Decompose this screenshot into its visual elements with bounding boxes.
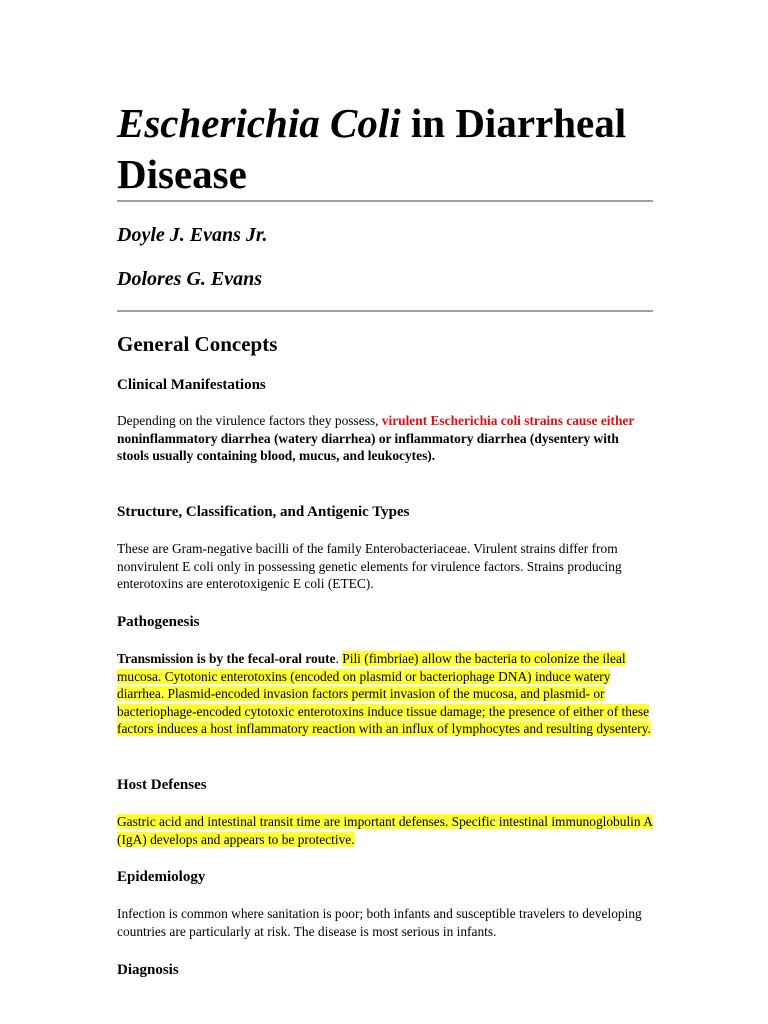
pathogenesis-bold: Transmission is by the fecal-oral route bbox=[117, 651, 336, 666]
structure-heading: Structure, Classification, and Antigenic Types bbox=[117, 504, 410, 520]
author-1: Doyle J. Evans Jr. bbox=[117, 224, 268, 246]
host-defenses-paragraph bbox=[117, 813, 653, 848]
title-italic: Escherichia Coli bbox=[117, 100, 401, 146]
epidemiology-heading: Epidemiology bbox=[117, 869, 206, 885]
pathogenesis-paragraph bbox=[117, 650, 653, 738]
clinical-heading: Clinical Manifestations bbox=[117, 377, 266, 393]
title-rest: in Diarrheal Disease bbox=[117, 100, 627, 197]
document-title bbox=[117, 98, 653, 200]
pathogenesis-highlight: Pili (fimbriae) allow the bacteria to colonize the ileal mucosa. Cytotonic enterotoxins (encoded on plasmid or bacteriophage DNA) induce watery diarrhea. Plasmid-encoded invasion factors permit invasion of the mucosa, and plasmid- or bacteriophage-encoded cytotoxic enterotoxins induce tissue damage; the presence of either of these factors induces a host inflammatory reaction with an influx of lymphocytes and resulting dysentery. bbox=[117, 651, 651, 736]
epidemiology-paragraph: Infection is common where sanitation is poor; both infants and susceptible travelers to developing countries are particularly at risk. The disease is most serious in infants. bbox=[117, 906, 642, 939]
author-2: Dolores G. Evans bbox=[117, 268, 263, 290]
clinical-text-bold: noninflammatory diarrhea (watery diarrhea) or inflammatory diarrhea (dysentery with stools usually containing blood, mucus, and leukocytes). bbox=[117, 430, 619, 463]
clinical-text-red: virulent Escherichia coli strains cause either bbox=[381, 413, 635, 428]
host-defenses-heading: Host Defenses bbox=[117, 777, 207, 793]
general-concepts-heading: General Concepts bbox=[117, 332, 278, 356]
structure-paragraph: These are Gram-negative bacilli of the family Enterobacteriaceae. Virulent strains differ from nonvirulent E coli only in possessing genetic elements for virulence factors. Strains producing enterotoxins are enterotoxigenic E coli (ETEC). bbox=[117, 541, 622, 591]
pathogenesis-sep: . bbox=[335, 651, 343, 666]
title-divider bbox=[117, 200, 653, 202]
author-divider bbox=[117, 310, 653, 312]
diagnosis-heading: Diagnosis bbox=[117, 962, 179, 978]
host-defenses-highlight: Gastric acid and intestinal transit time are important defenses. Specific intestinal immunoglobulin A (IgA) develops and appears to be protective. bbox=[117, 814, 653, 847]
clinical-text-plain: Depending on the virulence factors they possess, bbox=[117, 413, 382, 428]
pathogenesis-heading: Pathogenesis bbox=[117, 614, 200, 630]
clinical-paragraph bbox=[117, 412, 653, 465]
